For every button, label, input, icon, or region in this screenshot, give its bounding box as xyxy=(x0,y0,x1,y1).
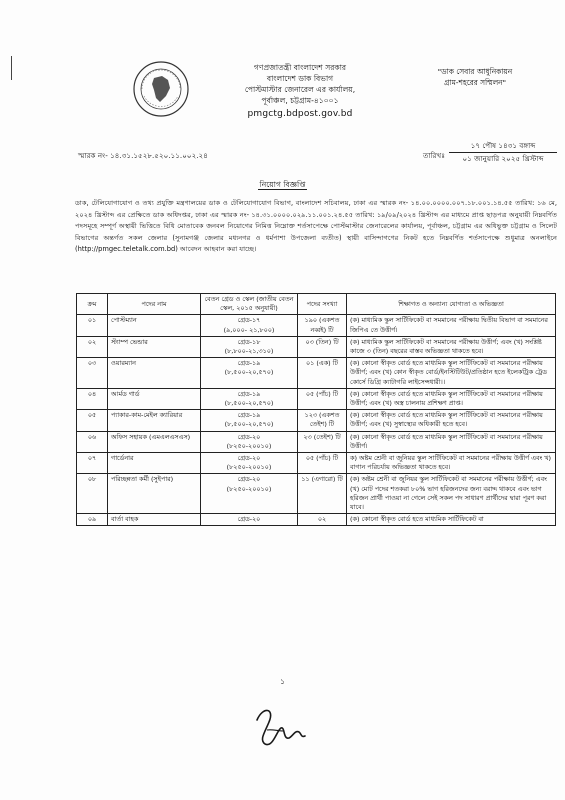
cell-count: ১২৩ (একশত তেইশ) টি xyxy=(298,410,347,431)
cell-grade xyxy=(201,388,298,409)
date-label: তারিখঃ xyxy=(423,151,446,160)
grade-label: গ্রেড-২০ xyxy=(237,515,261,524)
table-row xyxy=(77,431,556,452)
cell-count: ১১ (এগারো) টি xyxy=(298,474,347,514)
cell-post: প্যাকার-কাম-মেইল ক্যারিয়ার xyxy=(108,410,201,431)
grade-scale: (৮২৫০-২০০১০) xyxy=(226,441,272,450)
cell-post: আর্মড গার্ড xyxy=(108,388,201,409)
cell-serial: ০৬ xyxy=(77,431,108,452)
header-grade: বেতন গ্রেড ও স্কেল (জাতীয় বেতন স্কেল, ২০১৫ অনুযায়ী) xyxy=(201,294,298,315)
cell-grade xyxy=(201,336,298,357)
vacancy-table xyxy=(76,293,556,526)
table-row xyxy=(77,514,556,526)
cell-post: অফিস সহায়ক (এমএলএসএস) xyxy=(108,431,201,452)
grade-label: গ্রেড-১৮ xyxy=(237,337,261,346)
header-qualification: শিক্ষাগত ও অন্যান্য যোগ্যতা ও অভিজ্ঞতা xyxy=(347,294,556,315)
table-row xyxy=(77,453,556,474)
cell-qualification: (ক) কোনো স্বীকৃত বোর্ড হতে মাধ্যমিক সার্টিফিকেট বা xyxy=(347,514,556,526)
slogan-line-2: গ্রাম-শহরের সম্মিলন" xyxy=(444,78,506,87)
grade-label: গ্রেড-১৭ xyxy=(237,316,261,325)
grade-scale: (৮,৫০০-২০,৫৭০) xyxy=(224,399,274,408)
cell-count: ০৩ (তিন) টি xyxy=(298,336,347,357)
date-english: ০১ জানুয়ারি ২০২৫ খ্রিস্টাব্দ xyxy=(462,154,544,163)
memo-number: স্মারক নং- ১৪.৩১.১৫২৮.৫২০.১১.০০২.২৪ xyxy=(78,151,208,160)
grade-scale: (৮,৫০০-২০,৫৭০) xyxy=(224,420,274,429)
table-header-row xyxy=(77,294,556,315)
cell-grade xyxy=(201,358,298,389)
cell-count: ০৫ (পাঁচ) টি xyxy=(298,453,347,474)
cell-grade xyxy=(201,474,298,514)
table-row xyxy=(77,315,556,336)
cell-serial: ০২ xyxy=(77,336,108,357)
signature xyxy=(243,700,313,755)
cell-grade xyxy=(201,453,298,474)
grade-label: গ্রেড-২০ xyxy=(237,454,261,463)
header-government: গণপ্রজাতন্ত্রী বাংলাদেশ সরকার xyxy=(253,63,347,72)
cell-count: ০২ xyxy=(298,514,347,526)
header-website: pmgctg.bdpost.gov.bd xyxy=(247,109,353,119)
cell-serial: ০৫ xyxy=(77,410,108,431)
cell-grade xyxy=(201,514,298,526)
table-row xyxy=(77,410,556,431)
cell-post: স্ট্যাম্প ভেন্ডার xyxy=(108,336,201,357)
slogan xyxy=(410,66,540,88)
cell-qualification: ক) অষ্টম শ্রেনী বা জুনিয়র স্কুল সার্টিফিকেট বা সমমানের পরীক্ষায় উত্তীর্ণ এবং খ) বাগান পরিচর্যায় অভিজ্ঞতা থাকতে হবে। xyxy=(347,453,556,474)
date-block xyxy=(449,140,557,165)
cell-qualification: (ক) কোনো স্বীকৃত বোর্ড হতে মাধ্যমিক স্কুল সার্টিফিকেট বা সমমানের পরীক্ষায় উত্তীর্ণ; এবং (খ) সুস্বাস্থ্যের অধিকারী হতে হবে। xyxy=(347,410,556,431)
cell-qualification: (ক) মাধ্যমিক স্কুল সার্টিফিকেট বা সমমানের পরীক্ষায় দ্বিতীয় বিভাগ বা সমমানের জিপিএ তে উত্তীর্ণ। xyxy=(347,315,556,336)
cell-grade xyxy=(201,410,298,431)
cell-serial: ০৮ xyxy=(77,474,108,514)
header-department: বাংলাদেশ ডাক বিভাগ xyxy=(266,74,334,83)
grade-label: গ্রেড-২০ xyxy=(237,475,261,484)
grade-label: গ্রেড-২০ xyxy=(237,432,261,441)
table-row xyxy=(77,358,556,389)
cell-qualification: (ক) কোনো স্বীকৃত বোর্ড হতে মাধ্যমিক স্কুল সার্টিফিকেট বা সমমানের পরীক্ষায় উত্তীর্ণ; এবং (খ) কোন স্বীকৃত বোর্ড/ইনস্টিটিউট/প্রতিষ্ঠান হতে ইলেকট্রিক ট্রেড কোর্সে ডিগ্রি ক্যাটাগরি লাইসেন্সধারী।। xyxy=(347,358,556,389)
cell-post: ওয়ারম্যান xyxy=(108,358,201,389)
header-serial: ক্রম xyxy=(77,294,108,315)
slogan-line-1: "ডাক সেবার আধুনিকায়ন xyxy=(437,67,513,76)
header-post: পদের নাম xyxy=(108,294,201,315)
table-row xyxy=(77,336,556,357)
grade-scale: (৯,০০০- ২১,৮০০) xyxy=(223,325,275,334)
cell-post: বার্তা বাহক xyxy=(108,514,201,526)
notice-body: ডাক, টেলিযোগাযোগ ও তথ্য প্রযুক্তি মন্ত্রণালয়ের ডাক ও টেলিযোগাযোগ বিভাগ, বাংলাদেশ সচিবালয়, ঢাকা এর স্মারক নং- ১৪.০০.০০০০.০০৭.১৮.০০১.১৪.৫৫ তারিখ: ১৬ মে, ২০২৪ খ্রিস্টাব্দ এর প্রেক্ষিতে ডাক অধিদপ্তর, ঢাকা এর স্মারক নং- ১৪.৩১.০০০০.০২৯.১১.০০১.২৪.৫৫ তারিখ: ১৯/০৯/২০২৪ খ্রিস্টাব্দ এর মাধ্যমে প্রাপ্ত ছাড়পত্র অনুযায়ী নিম্নবর্ণিত পদসমূহে সম্পূর্ণ অস্থায়ী ভিত্তিতে বিধি মোতাবেক জনবল নিয়োগের নিমিত্ত নিম্নোক্ত শর্তসাপেক্ষে পোস্টমাস্টার জেনারেলের কার্যালয়, পূর্বাঞ্চল, চট্টগ্রাম এর অধিভুক্ত চট্টগ্রাম ও সিলেট বিভাগের অন্তর্গত সকল জেলার (সুনামগঞ্জ জেলার মধ্যনগর ও ধর্মপাশা উপজেলা ব্যতীত) স্থায়ী বাসিন্দাগণের নিকট হতে নিম্নবর্ণিত শর্তসাপেক্ষে শুধুমাত্র অনলাইনে (http://pmgec.teletalk.com.bd) আবেদন আহবান করা যাচ্ছে। xyxy=(75,199,557,254)
cell-serial: ০৩ xyxy=(77,358,108,389)
grade-label: গ্রেড-১৯ xyxy=(237,411,261,420)
cell-post: পরিচ্ছন্নতা কর্মী (সুইপার) xyxy=(108,474,201,514)
notice-title-text: নিয়োগ বিজ্ঞপ্তি xyxy=(259,180,306,189)
cell-grade xyxy=(201,315,298,336)
margin-mark xyxy=(11,56,12,80)
cell-count: ২৩ (তেইশ) টি xyxy=(298,431,347,452)
grade-scale: (৮২৫০-২০০১০) xyxy=(226,484,272,493)
cell-serial: ০৯ xyxy=(77,514,108,526)
date-bangla: ১৭ পৌষ ১৪৩১ বঙ্গাব্দ xyxy=(449,140,557,153)
cell-serial: ০৪ xyxy=(77,388,108,409)
cell-grade xyxy=(201,431,298,452)
table-row xyxy=(77,388,556,409)
header-count: পদের সংখ্যা xyxy=(298,294,347,315)
cell-serial: ০১ xyxy=(77,315,108,336)
cell-post: গার্ডেনার xyxy=(108,453,201,474)
grade-label: গ্রেড-১৯ xyxy=(237,389,261,398)
grade-scale: (৮,৮০০-২১,৩১০) xyxy=(224,347,274,356)
cell-serial: ০৭ xyxy=(77,453,108,474)
cell-count: ০১ (এক) টি xyxy=(298,358,347,389)
notice-title xyxy=(0,179,565,192)
cell-qualification: (ক) অষ্টম শ্রেনী বা জুনিয়র স্কুল সার্টিফিকেট বা সমমানের পরীক্ষায় উত্তীর্ণ; এবং (খ) মোট পদের শতকরা ৮০% ভাগ হরিজনদের জন্য বরাদ্দ থাকবে এবং ভাগ হরিজন প্রার্থী পাওয়া না গেলে সেই সকল পদ সাধারণ প্রার্থীদের দ্বারা পূরণ করা যাবে। xyxy=(347,474,556,514)
grade-scale: (৮,৫০০-২০,৫৭০) xyxy=(224,368,274,377)
cell-qualification: (ক) মাধ্যমিক স্কুল সার্টিফিকেট বা সমমানের পরীক্ষায় উত্তীর্ণ; এবং (খ) সংশ্লিষ্ট কাজে ৩ (তিন) বছরের বাস্তব অভিজ্ঞতা থাকতে হবে। xyxy=(347,336,556,357)
header-address: পূর্বাঞ্চল, চট্টগ্রাম-৪১০০১ xyxy=(261,96,339,105)
cell-qualification: (ক) কোনো স্বীকৃত বোর্ড হতে মাধ্যমিক স্কুল সার্টিফিকেট বা সমমানের পরীক্ষায় উত্তীর্ণ। xyxy=(347,431,556,452)
grade-scale: (৮২৫০-২০০১০) xyxy=(226,463,272,472)
cell-count: ০৫ (পাঁচ) টি xyxy=(298,388,347,409)
postal-department-logo xyxy=(132,60,190,118)
cell-post: পোস্টম্যান xyxy=(108,315,201,336)
header-office: পোস্টমাস্টার জেনারেল এর কার্যালয়, xyxy=(244,85,356,94)
table-row xyxy=(77,474,556,514)
office-header xyxy=(200,62,400,120)
cell-count: ১৯০ (একশত নব্বই) টি xyxy=(298,315,347,336)
cell-qualification: (ক) কোনো স্বীকৃত বোর্ড হতে মাধ্যমিক স্কুল সার্টিফিকেট বা সমমানের পরীক্ষায় উত্তীর্ণ; এবং (খ) অস্ত্র চালনায় প্রশিক্ষণ প্রাপ্ত। xyxy=(347,388,556,409)
page-number: ১ xyxy=(280,677,285,686)
grade-label: গ্রেড-১৯ xyxy=(237,359,261,368)
